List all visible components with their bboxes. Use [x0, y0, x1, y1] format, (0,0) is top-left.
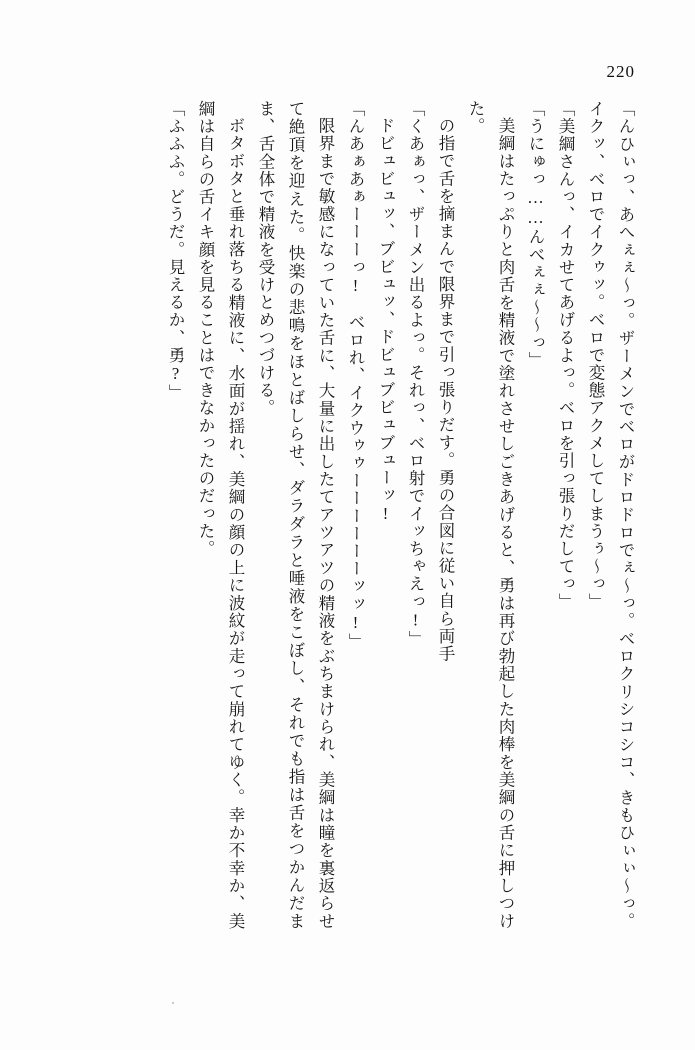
body-paragraph: ボタボタと垂れ落ちる精液に、水面が揺れ、美綱の顔の上に波紋が走って崩れてゆく。幸か不幸か、美綱は自らの舌イキ顔を見ることはできなかったのだった。 [196, 100, 245, 930]
body-paragraph: 「んひぃっ、あへぇぇ～っ。ザーメンでベロがドロドロでぇ～っ。ベロクリシコシコ、きもひぃぃ～っ。イクッ、ベロでイクゥッ。ベロで変態アクメしてしまうぅ～っ」 [586, 100, 635, 930]
body-paragraph: 「んあぁあぁーーーっ! ベロれ、イクウゥゥーーーーーーッッ!」 [346, 100, 365, 651]
body-paragraph: ドビュビュッ、ブビュッ、ドビュブビュブューッ! [376, 117, 395, 525]
page-number: 220 [606, 62, 635, 81]
body-paragraph: 限界まで敏感になっていた舌に、大量に出したてアツアツの精液をぶちまけられ、美綱は瞳を裏返らせて絶頂を迎えた。快楽の悲鳴をほとばしらせ、ダラダラと唾液をこぼし、それでも指は舌をつかんだまま、舌全体で精液を受けとめつづける。 [256, 100, 335, 930]
body-paragraph: の指で舌を摘まんで限界まで引っ張りだす。勇の合図に従い自ら両手 [436, 117, 455, 663]
body-paragraph: 「くあぁっ、ザーメン出るよっ。それっ、ベロ射でイッちゃえっ!」 [406, 100, 425, 649]
vertical-text-body [80, 100, 640, 930]
body-paragraph: 美綱はたっぷりと肉舌を精液で塗れさせしごきあげると、勇は再び勃起した肉棒を美綱の舌に押しつけた。 [466, 100, 515, 930]
body-paragraph: 「美綱さんっ、イカせてあげるよっ。ベロを引っ張りだしてっ」 [556, 100, 575, 611]
body-paragraph: 「ふふふ。どうだ。見えるか、勇?」 [166, 100, 185, 402]
print-speck [172, 1002, 174, 1004]
body-paragraph: 「うにゅっ……んべぇぇ～～っ」 [526, 100, 545, 369]
